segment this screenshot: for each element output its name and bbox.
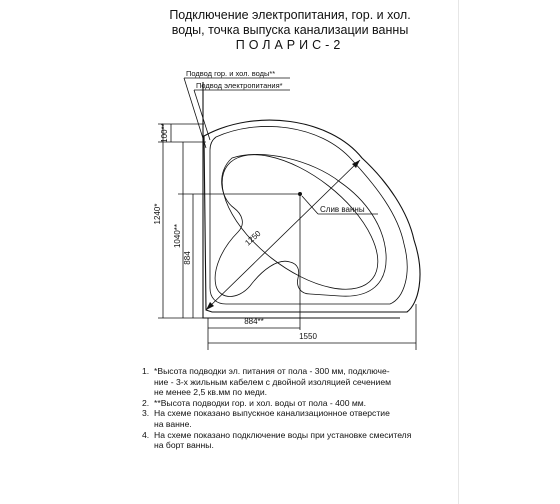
- note-item: [142, 408, 442, 429]
- drain-point-marker: [298, 192, 302, 196]
- dimension-1040: 1040**: [173, 223, 182, 249]
- dimension-884-horizontal: 884**: [244, 317, 264, 326]
- tub-outer-rim: [204, 120, 420, 312]
- dimension-1550: 1550: [299, 332, 317, 341]
- power-supply-label: Подвод электропитания*: [196, 81, 283, 90]
- note-text: На схеме показано подключение воды при установке смесителя на борт ванны.: [154, 429, 412, 451]
- note-text: *Высота подводки эл. питания от пола - 300 мм, подключе- ние - 3-х жильным кабелем с двойной изоляцией сечением не менее 2,5 кв.мм по меди.: [154, 366, 392, 398]
- dimension-100: 100**: [160, 123, 169, 143]
- note-number: 4.: [142, 429, 150, 440]
- note-text: На схеме показано выпускное канализационное отверстие на ванне.: [154, 408, 390, 429]
- note-item: [142, 398, 442, 409]
- wall-outline: [203, 82, 400, 318]
- title-line-1: Подключение электропитания, гор. и хол.: [169, 8, 411, 22]
- drain-leader-line: [302, 196, 318, 214]
- dimension-1240: 1240*: [153, 203, 162, 225]
- water-supply-label: Подвод гор. и хол. воды**: [186, 69, 276, 78]
- model-name: ПОЛАРИС-2: [235, 38, 345, 52]
- note-text: **Высота подводки гор. и хол. воды от пола - 400 мм.: [154, 397, 367, 408]
- drain-label: Слив ванны: [320, 205, 365, 214]
- note-item: [142, 430, 442, 451]
- note-item: [142, 366, 442, 398]
- note-number: 3.: [142, 408, 150, 419]
- power-supply-leader-line: [194, 90, 210, 140]
- notes-list: [142, 366, 442, 451]
- note-number: 1.: [142, 366, 150, 376]
- note-number: 2.: [142, 397, 150, 408]
- dimension-1250: 1250: [243, 228, 263, 248]
- title-line-2: воды, точка выпуска канализации ванны: [171, 23, 409, 37]
- diagonal-dimension-line: [206, 160, 360, 310]
- dimension-884-vertical: 884: [183, 251, 192, 265]
- tub-bowl: [215, 154, 386, 296]
